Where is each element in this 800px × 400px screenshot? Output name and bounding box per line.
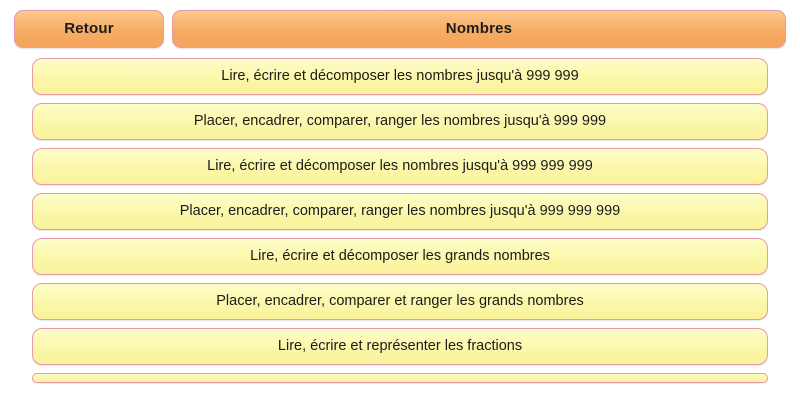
page-title: Nombres [172,10,786,48]
header-bar [14,10,786,48]
list-item[interactable]: Placer, encadrer, comparer, ranger les nombres jusqu'à 999 999 999 [32,193,768,230]
topic-list [14,58,786,383]
list-item[interactable]: Placer, encadrer, comparer et ranger les grands nombres [32,283,768,320]
list-item[interactable]: Lire, écrire et décomposer les grands nombres [32,238,768,275]
list-item[interactable]: Lire, écrire et décomposer les nombres jusqu'à 999 999 [32,58,768,95]
list-item[interactable]: Placer, encadrer, comparer, ranger les nombres jusqu'à 999 999 [32,103,768,140]
list-item[interactable]: Lire, écrire et décomposer les nombres jusqu'à 999 999 999 [32,148,768,185]
list-item[interactable]: Lire, écrire et représenter les fractions [32,328,768,365]
list-item-partial[interactable] [32,373,768,383]
back-button[interactable]: Retour [14,10,164,48]
